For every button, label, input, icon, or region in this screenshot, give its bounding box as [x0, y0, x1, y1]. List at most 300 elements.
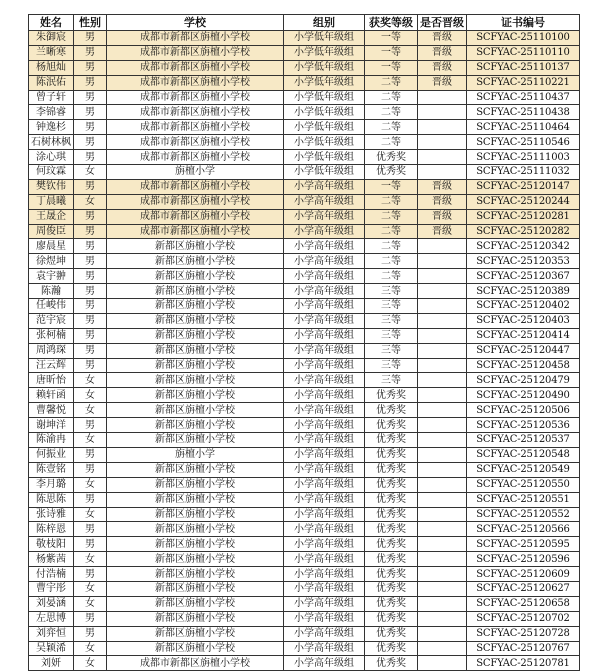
cell-group: 小学高年级组	[284, 552, 365, 567]
header-promoted: 是否晋级	[418, 15, 467, 31]
cell-gender: 女	[74, 507, 107, 522]
cell-award-level: 优秀奖	[365, 492, 418, 507]
cell-promoted	[418, 552, 467, 567]
cell-certificate-no: SCFYAC-25120244	[467, 194, 580, 209]
cell-promoted	[418, 150, 467, 165]
cell-certificate-no: SCFYAC-25110437	[467, 90, 580, 105]
cell-certificate-no: SCFYAC-25120458	[467, 358, 580, 373]
table-row	[29, 641, 580, 656]
cell-school: 新都区旃檀小学校	[107, 373, 284, 388]
cell-certificate-no: SCFYAC-25120342	[467, 239, 580, 254]
cell-gender: 男	[74, 224, 107, 239]
cell-promoted	[418, 462, 467, 477]
cell-school: 新都区旃檀小学校	[107, 358, 284, 373]
table-row	[29, 254, 580, 269]
table-body	[29, 31, 580, 671]
cell-school: 新都区旃檀小学校	[107, 611, 284, 626]
cell-award-level: 优秀奖	[365, 388, 418, 403]
cell-name: 杨紫茜	[29, 552, 74, 567]
cell-group: 小学高年级组	[284, 581, 365, 596]
cell-promoted: 晋级	[418, 224, 467, 239]
cell-award-level: 二等	[365, 120, 418, 135]
cell-gender: 男	[74, 90, 107, 105]
table-row	[29, 105, 580, 120]
cell-award-level: 三等	[365, 328, 418, 343]
table-row	[29, 567, 580, 582]
cell-gender: 女	[74, 581, 107, 596]
cell-award-level: 优秀奖	[365, 522, 418, 537]
cell-gender: 男	[74, 75, 107, 90]
cell-award-level: 二等	[365, 254, 418, 269]
cell-name: 唐昕怡	[29, 373, 74, 388]
cell-school: 新都区旃檀小学校	[107, 239, 284, 254]
cell-certificate-no: SCFYAC-25120414	[467, 328, 580, 343]
cell-award-level: 一等	[365, 31, 418, 46]
cell-group: 小学高年级组	[284, 284, 365, 299]
cell-name: 杨旭灿	[29, 60, 74, 75]
cell-group: 小学低年级组	[284, 135, 365, 150]
cell-certificate-no: SCFYAC-25120403	[467, 313, 580, 328]
cell-promoted	[418, 135, 467, 150]
cell-group: 小学高年级组	[284, 313, 365, 328]
cell-name: 袁宇翀	[29, 269, 74, 284]
cell-award-level: 优秀奖	[365, 433, 418, 448]
cell-name: 周俊臣	[29, 224, 74, 239]
cell-school: 新都区旃檀小学校	[107, 284, 284, 299]
cell-school: 新都区旃檀小学校	[107, 507, 284, 522]
cell-promoted	[418, 641, 467, 656]
cell-group: 小学高年级组	[284, 358, 365, 373]
cell-award-level: 优秀奖	[365, 552, 418, 567]
cell-certificate-no: SCFYAC-25111003	[467, 150, 580, 165]
cell-name: 陈壹铭	[29, 462, 74, 477]
cell-school: 成都市新都区旃檀小学校	[107, 150, 284, 165]
cell-school: 新都区旃檀小学校	[107, 418, 284, 433]
cell-name: 张柯楠	[29, 328, 74, 343]
cell-award-level: 二等	[365, 105, 418, 120]
cell-gender: 女	[74, 433, 107, 448]
cell-school: 成都市新都区旃檀小学校	[107, 105, 284, 120]
table-row	[29, 209, 580, 224]
cell-name: 陈泯佑	[29, 75, 74, 90]
cell-certificate-no: SCFYAC-25120595	[467, 537, 580, 552]
table-row	[29, 165, 580, 180]
cell-group: 小学高年级组	[284, 626, 365, 641]
cell-award-level: 优秀奖	[365, 567, 418, 582]
cell-school: 新都区旃檀小学校	[107, 403, 284, 418]
cell-group: 小学高年级组	[284, 641, 365, 656]
cell-certificate-no: SCFYAC-25120389	[467, 284, 580, 299]
cell-certificate-no: SCFYAC-25110464	[467, 120, 580, 135]
cell-group: 小学高年级组	[284, 477, 365, 492]
cell-award-level: 三等	[365, 299, 418, 314]
cell-school: 成都市新都区旃檀小学校	[107, 120, 284, 135]
table-row	[29, 403, 580, 418]
cell-promoted	[418, 358, 467, 373]
cell-award-level: 优秀奖	[365, 150, 418, 165]
cell-award-level: 优秀奖	[365, 611, 418, 626]
cell-group: 小学高年级组	[284, 224, 365, 239]
cell-group: 小学高年级组	[284, 447, 365, 462]
table-row	[29, 626, 580, 641]
cell-gender: 女	[74, 194, 107, 209]
cell-promoted	[418, 477, 467, 492]
cell-promoted	[418, 611, 467, 626]
table-row	[29, 194, 580, 209]
cell-group: 小学低年级组	[284, 45, 365, 60]
cell-school: 成都市新都区旃檀小学校	[107, 656, 284, 671]
cell-award-level: 优秀奖	[365, 581, 418, 596]
cell-school: 新都区旃檀小学校	[107, 269, 284, 284]
table-row	[29, 120, 580, 135]
cell-school: 新都区旃檀小学校	[107, 641, 284, 656]
header-gender: 性别	[74, 15, 107, 31]
cell-name: 王晟企	[29, 209, 74, 224]
cell-gender: 男	[74, 209, 107, 224]
award-table	[28, 14, 580, 671]
cell-promoted	[418, 447, 467, 462]
cell-group: 小学低年级组	[284, 165, 365, 180]
cell-group: 小学高年级组	[284, 239, 365, 254]
cell-promoted: 晋级	[418, 45, 467, 60]
cell-certificate-no: SCFYAC-25120367	[467, 269, 580, 284]
cell-school: 新都区旃檀小学校	[107, 581, 284, 596]
cell-school: 新都区旃檀小学校	[107, 537, 284, 552]
cell-group: 小学高年级组	[284, 507, 365, 522]
cell-name: 敬枝阳	[29, 537, 74, 552]
cell-certificate-no: SCFYAC-25120627	[467, 581, 580, 596]
cell-gender: 男	[74, 179, 107, 194]
cell-certificate-no: SCFYAC-25120402	[467, 299, 580, 314]
cell-name: 何玟霖	[29, 165, 74, 180]
cell-certificate-no: SCFYAC-25120353	[467, 254, 580, 269]
table-row	[29, 31, 580, 46]
cell-school: 新都区旃檀小学校	[107, 388, 284, 403]
cell-gender: 男	[74, 447, 107, 462]
cell-promoted	[418, 120, 467, 135]
table-row	[29, 552, 580, 567]
cell-group: 小学高年级组	[284, 194, 365, 209]
cell-gender: 女	[74, 596, 107, 611]
table-row	[29, 388, 580, 403]
cell-group: 小学高年级组	[284, 418, 365, 433]
cell-promoted	[418, 239, 467, 254]
cell-promoted: 晋级	[418, 179, 467, 194]
cell-gender: 女	[74, 656, 107, 671]
cell-promoted	[418, 328, 467, 343]
cell-group: 小学高年级组	[284, 611, 365, 626]
cell-gender: 女	[74, 388, 107, 403]
cell-group: 小学低年级组	[284, 90, 365, 105]
cell-promoted	[418, 90, 467, 105]
cell-name: 涂心琪	[29, 150, 74, 165]
cell-award-level: 优秀奖	[365, 462, 418, 477]
cell-certificate-no: SCFYAC-25120281	[467, 209, 580, 224]
cell-school: 成都市新都区旃檀小学校	[107, 179, 284, 194]
cell-name: 刘妍	[29, 656, 74, 671]
cell-name: 樊钦伟	[29, 179, 74, 194]
header-school: 学校	[107, 15, 284, 31]
cell-award-level: 优秀奖	[365, 596, 418, 611]
cell-promoted	[418, 537, 467, 552]
cell-school: 新都区旃檀小学校	[107, 433, 284, 448]
cell-name: 兰晰寒	[29, 45, 74, 60]
cell-gender: 男	[74, 105, 107, 120]
cell-award-level: 优秀奖	[365, 537, 418, 552]
table-row	[29, 433, 580, 448]
cell-certificate-no: SCFYAC-25120506	[467, 403, 580, 418]
cell-school: 成都市新都区旃檀小学校	[107, 75, 284, 90]
cell-gender: 女	[74, 165, 107, 180]
cell-award-level: 三等	[365, 284, 418, 299]
cell-group: 小学高年级组	[284, 209, 365, 224]
cell-school: 成都市新都区旃檀小学校	[107, 209, 284, 224]
cell-certificate-no: SCFYAC-25120596	[467, 552, 580, 567]
table-row	[29, 135, 580, 150]
table-row	[29, 179, 580, 194]
cell-school: 新都区旃檀小学校	[107, 492, 284, 507]
cell-school: 新都区旃檀小学校	[107, 343, 284, 358]
cell-award-level: 优秀奖	[365, 641, 418, 656]
cell-school: 成都市新都区旃檀小学校	[107, 224, 284, 239]
cell-name: 刘弈恒	[29, 626, 74, 641]
cell-school: 旃檀小学	[107, 165, 284, 180]
table-row	[29, 45, 580, 60]
cell-group: 小学高年级组	[284, 462, 365, 477]
cell-promoted	[418, 284, 467, 299]
cell-group: 小学高年级组	[284, 269, 365, 284]
cell-group: 小学高年级组	[284, 299, 365, 314]
table-row	[29, 60, 580, 75]
header-award-level: 获奖等级	[365, 15, 418, 31]
cell-name: 钟逸杉	[29, 120, 74, 135]
cell-promoted	[418, 507, 467, 522]
cell-promoted: 晋级	[418, 194, 467, 209]
cell-gender: 男	[74, 239, 107, 254]
cell-certificate-no: SCFYAC-25120549	[467, 462, 580, 477]
cell-gender: 男	[74, 150, 107, 165]
cell-certificate-no: SCFYAC-25120566	[467, 522, 580, 537]
cell-school: 新都区旃檀小学校	[107, 313, 284, 328]
cell-name: 陈瀚	[29, 284, 74, 299]
cell-group: 小学低年级组	[284, 120, 365, 135]
table-row	[29, 284, 580, 299]
cell-school: 新都区旃檀小学校	[107, 626, 284, 641]
cell-name: 任峻伟	[29, 299, 74, 314]
cell-name: 陈思陈	[29, 492, 74, 507]
cell-award-level: 优秀奖	[365, 403, 418, 418]
cell-gender: 男	[74, 60, 107, 75]
cell-gender: 男	[74, 343, 107, 358]
cell-certificate-no: SCFYAC-25120767	[467, 641, 580, 656]
cell-group: 小学高年级组	[284, 388, 365, 403]
cell-group: 小学高年级组	[284, 179, 365, 194]
cell-group: 小学低年级组	[284, 75, 365, 90]
cell-gender: 男	[74, 120, 107, 135]
cell-name: 曹宇彤	[29, 581, 74, 596]
cell-school: 成都市新都区旃檀小学校	[107, 90, 284, 105]
cell-award-level: 优秀奖	[365, 447, 418, 462]
cell-award-level: 优秀奖	[365, 477, 418, 492]
cell-promoted: 晋级	[418, 31, 467, 46]
cell-certificate-no: SCFYAC-25110137	[467, 60, 580, 75]
table-row	[29, 596, 580, 611]
cell-name: 朱御宸	[29, 31, 74, 46]
cell-name: 付浩楠	[29, 567, 74, 582]
cell-promoted	[418, 626, 467, 641]
cell-certificate-no: SCFYAC-25120537	[467, 433, 580, 448]
cell-certificate-no: SCFYAC-25120609	[467, 567, 580, 582]
table-row	[29, 507, 580, 522]
cell-name: 周鸿琛	[29, 343, 74, 358]
cell-certificate-no: SCFYAC-25120552	[467, 507, 580, 522]
cell-group: 小学高年级组	[284, 254, 365, 269]
cell-name: 徐煜坤	[29, 254, 74, 269]
cell-gender: 女	[74, 477, 107, 492]
table-row	[29, 224, 580, 239]
cell-group: 小学高年级组	[284, 343, 365, 358]
cell-award-level: 三等	[365, 313, 418, 328]
cell-school: 成都市新都区旃檀小学校	[107, 31, 284, 46]
cell-gender: 男	[74, 284, 107, 299]
cell-certificate-no: SCFYAC-25120536	[467, 418, 580, 433]
cell-school: 新都区旃檀小学校	[107, 567, 284, 582]
cell-name: 曾子轩	[29, 90, 74, 105]
cell-name: 曹馨悦	[29, 403, 74, 418]
cell-group: 小学高年级组	[284, 492, 365, 507]
cell-gender: 男	[74, 567, 107, 582]
cell-group: 小学低年级组	[284, 150, 365, 165]
table-row	[29, 492, 580, 507]
table-row	[29, 522, 580, 537]
cell-promoted	[418, 403, 467, 418]
cell-gender: 男	[74, 31, 107, 46]
cell-promoted	[418, 433, 467, 448]
cell-certificate-no: SCFYAC-25120702	[467, 611, 580, 626]
cell-certificate-no: SCFYAC-25110100	[467, 31, 580, 46]
cell-group: 小学低年级组	[284, 60, 365, 75]
cell-name: 汪云辉	[29, 358, 74, 373]
header-row	[29, 15, 580, 31]
table-row	[29, 656, 580, 671]
cell-name: 刘晏涵	[29, 596, 74, 611]
cell-name: 陈梓恩	[29, 522, 74, 537]
cell-school: 成都市新都区旃檀小学校	[107, 60, 284, 75]
cell-name: 范宇宸	[29, 313, 74, 328]
cell-gender: 女	[74, 403, 107, 418]
cell-gender: 女	[74, 552, 107, 567]
cell-promoted	[418, 165, 467, 180]
cell-certificate-no: SCFYAC-25120550	[467, 477, 580, 492]
cell-school: 成都市新都区旃檀小学校	[107, 194, 284, 209]
table-row	[29, 358, 580, 373]
cell-promoted	[418, 596, 467, 611]
cell-promoted	[418, 581, 467, 596]
cell-promoted	[418, 313, 467, 328]
cell-group: 小学高年级组	[284, 537, 365, 552]
cell-gender: 男	[74, 254, 107, 269]
cell-gender: 男	[74, 611, 107, 626]
cell-school: 旃檀小学	[107, 447, 284, 462]
table-row	[29, 611, 580, 626]
cell-gender: 男	[74, 135, 107, 150]
table-row	[29, 75, 580, 90]
cell-promoted	[418, 492, 467, 507]
table-row	[29, 239, 580, 254]
cell-name: 李月璐	[29, 477, 74, 492]
cell-school: 新都区旃檀小学校	[107, 299, 284, 314]
cell-award-level: 二等	[365, 194, 418, 209]
cell-award-level: 优秀奖	[365, 507, 418, 522]
table-row	[29, 328, 580, 343]
cell-certificate-no: SCFYAC-25110221	[467, 75, 580, 90]
cell-name: 丁晨曦	[29, 194, 74, 209]
table-row	[29, 447, 580, 462]
cell-promoted: 晋级	[418, 75, 467, 90]
cell-gender: 男	[74, 418, 107, 433]
table-row	[29, 299, 580, 314]
cell-group: 小学高年级组	[284, 596, 365, 611]
cell-group: 小学高年级组	[284, 522, 365, 537]
cell-group: 小学低年级组	[284, 105, 365, 120]
cell-name: 张诗雅	[29, 507, 74, 522]
cell-promoted	[418, 388, 467, 403]
cell-school: 成都市新都区旃檀小学校	[107, 45, 284, 60]
cell-certificate-no: SCFYAC-25120479	[467, 373, 580, 388]
cell-gender: 男	[74, 626, 107, 641]
cell-school: 成都市新都区旃檀小学校	[107, 135, 284, 150]
cell-award-level: 优秀奖	[365, 656, 418, 671]
cell-gender: 男	[74, 537, 107, 552]
cell-group: 小学高年级组	[284, 433, 365, 448]
cell-certificate-no: SCFYAC-25120658	[467, 596, 580, 611]
cell-award-level: 二等	[365, 269, 418, 284]
cell-award-level: 三等	[365, 358, 418, 373]
cell-name: 陈渝冉	[29, 433, 74, 448]
table-row	[29, 313, 580, 328]
cell-award-level: 优秀奖	[365, 418, 418, 433]
cell-promoted: 晋级	[418, 209, 467, 224]
cell-award-level: 二等	[365, 209, 418, 224]
cell-award-level: 一等	[365, 60, 418, 75]
cell-school: 新都区旃檀小学校	[107, 254, 284, 269]
cell-award-level: 二等	[365, 90, 418, 105]
cell-award-level: 二等	[365, 224, 418, 239]
cell-gender: 男	[74, 328, 107, 343]
cell-name: 左思博	[29, 611, 74, 626]
cell-group: 小学高年级组	[284, 567, 365, 582]
cell-promoted	[418, 299, 467, 314]
cell-group: 小学高年级组	[284, 328, 365, 343]
cell-school: 新都区旃檀小学校	[107, 477, 284, 492]
cell-promoted	[418, 567, 467, 582]
cell-gender: 女	[74, 641, 107, 656]
cell-certificate-no: SCFYAC-25110110	[467, 45, 580, 60]
cell-promoted: 晋级	[418, 60, 467, 75]
cell-gender: 男	[74, 45, 107, 60]
cell-award-level: 二等	[365, 135, 418, 150]
cell-group: 小学低年级组	[284, 31, 365, 46]
cell-promoted	[418, 343, 467, 358]
cell-school: 新都区旃檀小学校	[107, 552, 284, 567]
table-row	[29, 581, 580, 596]
cell-name: 李锦睿	[29, 105, 74, 120]
cell-gender: 男	[74, 492, 107, 507]
cell-award-level: 优秀奖	[365, 626, 418, 641]
cell-promoted	[418, 254, 467, 269]
cell-promoted	[418, 656, 467, 671]
cell-award-level: 一等	[365, 179, 418, 194]
